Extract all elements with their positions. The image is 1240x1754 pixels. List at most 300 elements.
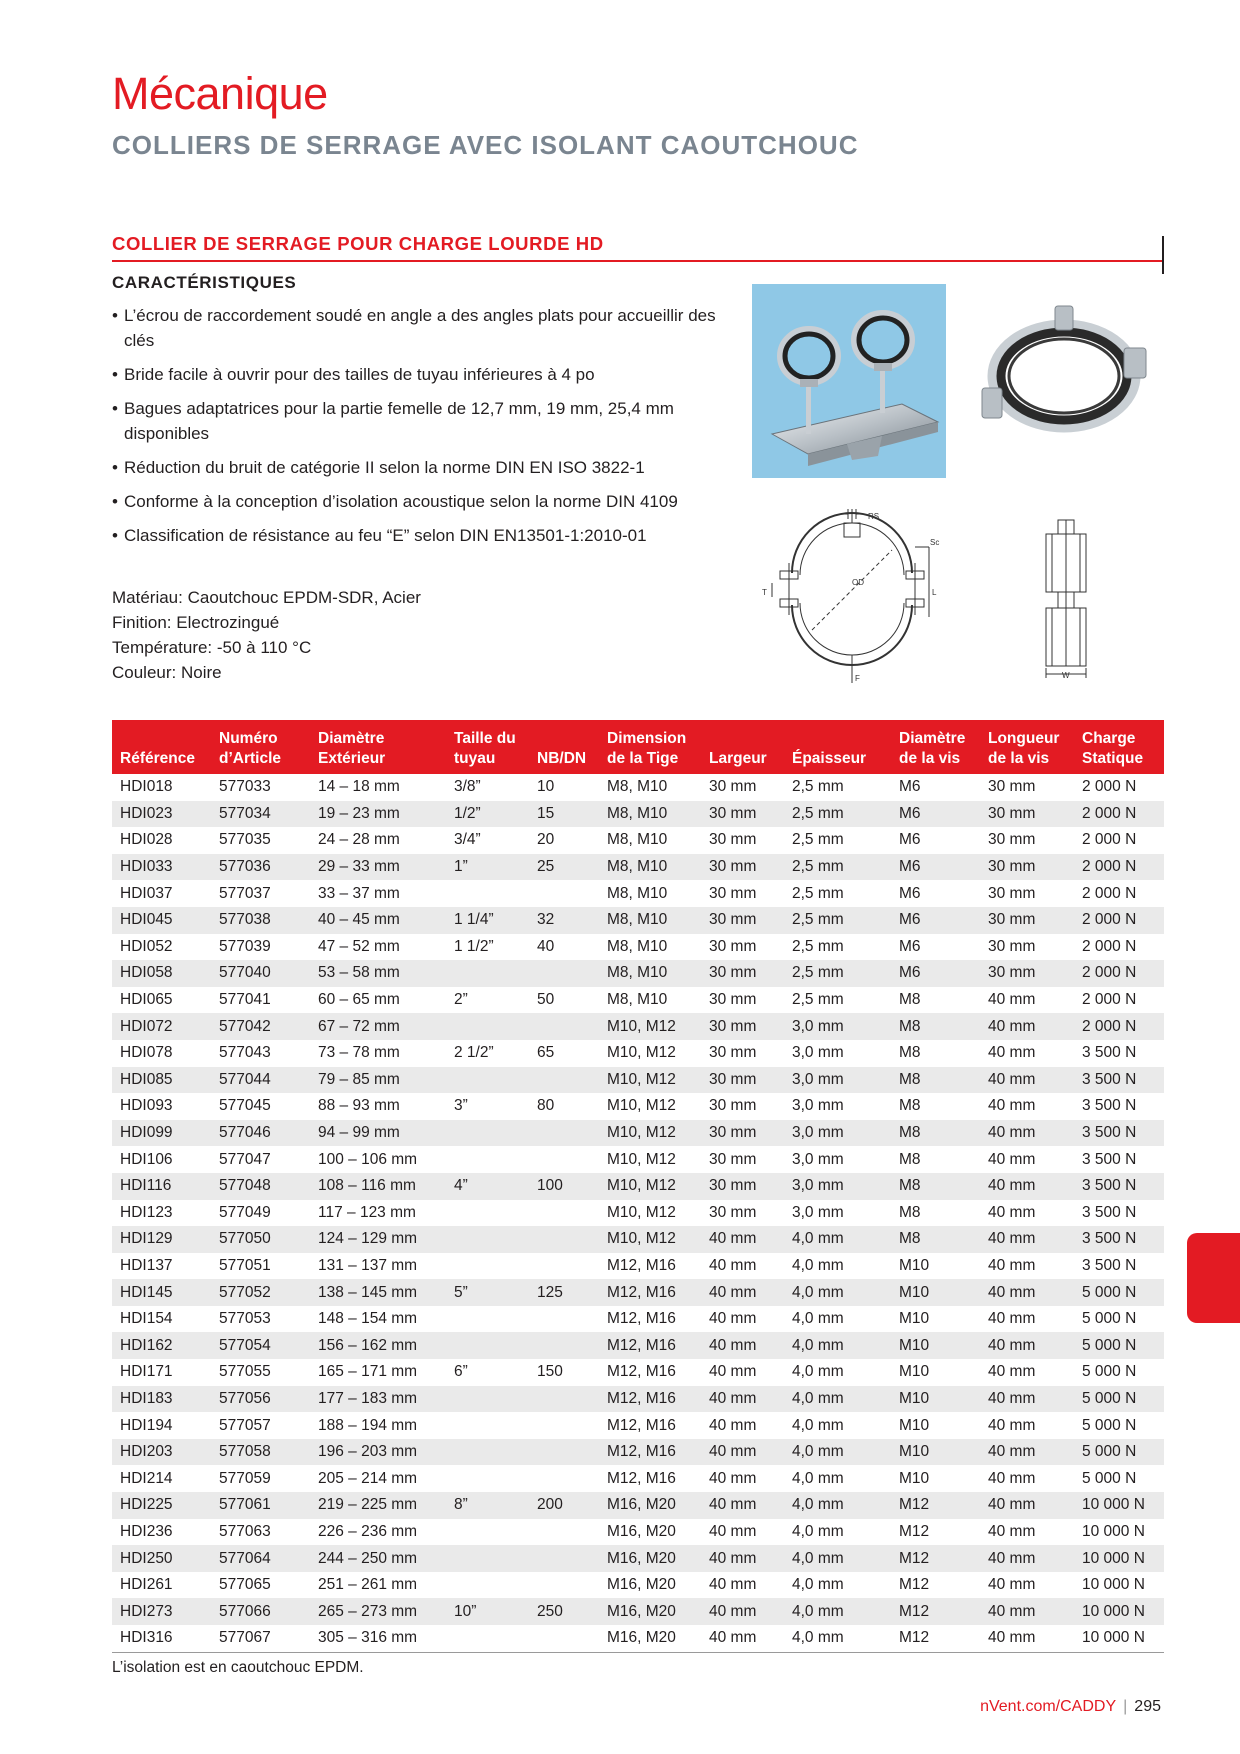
table-cell: M6 xyxy=(899,778,921,796)
table-cell xyxy=(529,1332,599,1359)
table-cell: 577038 xyxy=(211,907,310,934)
table-cell: 40 mm xyxy=(980,1332,1074,1359)
table-cell: HDI065 xyxy=(120,991,173,1009)
table-cell: M10 xyxy=(891,1439,980,1466)
table-cell: 4,0 mm xyxy=(792,1522,844,1540)
table-cell: M6 xyxy=(899,831,921,849)
table-cell: 40 mm xyxy=(988,1203,1036,1221)
table-cell: 40 mm xyxy=(709,1469,757,1487)
table-cell: 5 000 N xyxy=(1074,1279,1164,1306)
table-cell: M12, M16 xyxy=(599,1439,701,1466)
table-row xyxy=(112,1359,1164,1386)
column-header-line: de la Tige xyxy=(607,750,679,767)
column-header xyxy=(211,720,310,774)
table-cell: 150 xyxy=(537,1363,563,1381)
column-header-line: Extérieur xyxy=(318,750,386,767)
table-cell xyxy=(446,1332,529,1359)
table-cell: 67 – 72 mm xyxy=(310,1013,446,1040)
table-cell: 30 mm xyxy=(988,778,1036,796)
table-cell: M16, M20 xyxy=(607,1576,676,1594)
table-row xyxy=(112,1625,1164,1652)
table-cell: 2 000 N xyxy=(1074,801,1164,828)
table-row xyxy=(112,1226,1164,1253)
table-cell: 577057 xyxy=(219,1416,271,1434)
table-cell: 40 mm xyxy=(701,1545,784,1572)
table-cell: 40 mm xyxy=(701,1332,784,1359)
table-cell: M12, M16 xyxy=(607,1363,676,1381)
table-row xyxy=(112,1306,1164,1333)
table-cell: M12 xyxy=(899,1576,930,1594)
table-cell xyxy=(529,1572,599,1599)
feature-item: • L’écrou de raccordement soudé en angle a des angles plats pour accueillir des clés xyxy=(112,303,732,353)
table-cell: 10 000 N xyxy=(1074,1598,1164,1625)
product-photo-assembly xyxy=(752,284,946,478)
table-cell: 10 000 N xyxy=(1082,1522,1145,1540)
table-cell: 24 – 28 mm xyxy=(318,831,400,849)
table-cell: 40 mm xyxy=(701,1279,784,1306)
table-cell xyxy=(446,1545,529,1572)
table-cell: 40 mm xyxy=(980,1013,1074,1040)
table-cell: 30 mm xyxy=(709,937,757,955)
column-header-line: Diamètre xyxy=(899,730,966,747)
chapter-tab xyxy=(1187,1233,1240,1323)
table-cell: 8” xyxy=(446,1492,529,1519)
table-cell: M12 xyxy=(891,1545,980,1572)
feature-item: • Conforme à la conception d’isolation acoustique selon la norme DIN 4109 xyxy=(112,489,732,514)
table-cell: M12, M16 xyxy=(599,1386,701,1413)
table-cell: 6” xyxy=(454,1363,468,1381)
table-cell: 40 mm xyxy=(980,1439,1074,1466)
table-cell xyxy=(529,1439,599,1466)
table-cell: 577035 xyxy=(219,831,271,849)
table-cell: M12, M16 xyxy=(607,1469,676,1487)
table-cell: 94 – 99 mm xyxy=(310,1120,446,1147)
table-row xyxy=(112,1332,1164,1359)
table-cell: M8 xyxy=(891,1067,980,1094)
section-divider xyxy=(112,260,1164,262)
table-cell: HDI273 xyxy=(112,1598,211,1625)
table-cell: M10 xyxy=(899,1310,930,1328)
table-cell: 3,0 mm xyxy=(784,1120,891,1147)
table-cell: 30 mm xyxy=(988,884,1036,902)
table-row xyxy=(112,1120,1164,1147)
table-cell xyxy=(529,1146,599,1173)
table-cell: HDI085 xyxy=(112,1067,211,1094)
table-cell: M8 xyxy=(899,1150,921,1168)
column-header xyxy=(784,720,891,774)
table-cell: M10 xyxy=(891,1386,980,1413)
table-cell: 2,5 mm xyxy=(784,960,891,987)
table-cell: 219 – 225 mm xyxy=(310,1492,446,1519)
column-header-line: tuyau xyxy=(454,750,496,767)
table-row xyxy=(112,1173,1164,1200)
table-cell: 577054 xyxy=(211,1332,310,1359)
table-row xyxy=(112,1465,1164,1492)
table-cell: M16, M20 xyxy=(599,1598,701,1625)
column-header xyxy=(701,720,784,774)
table-row xyxy=(112,827,1164,854)
table-cell: M6 xyxy=(891,854,980,881)
table-cell: 125 xyxy=(529,1279,599,1306)
table-cell: 577034 xyxy=(211,801,310,828)
table-cell: 40 mm xyxy=(988,1044,1036,1062)
spec-material: Matériau: Caoutchouc EPDM-SDR, Acier xyxy=(112,588,421,607)
table-cell: 40 mm xyxy=(980,1386,1074,1413)
footer-url[interactable]: nVent.com/CADDY xyxy=(980,1698,1117,1715)
table-cell: M10 xyxy=(891,1279,980,1306)
table-cell: M12 xyxy=(899,1522,930,1540)
table-cell: HDI316 xyxy=(112,1625,211,1652)
table-cell: M8, M10 xyxy=(607,991,668,1009)
table-cell: 265 – 273 mm xyxy=(310,1598,446,1625)
table-cell: 30 mm xyxy=(701,1120,784,1147)
table-cell: 3/4” xyxy=(454,831,481,849)
table-cell: 40 mm xyxy=(980,1120,1074,1147)
table-cell xyxy=(446,1625,529,1652)
column-header xyxy=(1074,720,1164,774)
table-cell: 40 mm xyxy=(988,1256,1036,1274)
table-cell: 40 mm xyxy=(701,1598,784,1625)
table-cell xyxy=(446,1013,529,1040)
table-cell: 3 500 N xyxy=(1082,1150,1137,1168)
label-sc: Sc xyxy=(930,538,940,547)
table-cell xyxy=(529,1625,599,1652)
page-footer xyxy=(980,1698,1161,1716)
table-row xyxy=(112,960,1164,987)
table-cell: 10” xyxy=(446,1598,529,1625)
table-cell: 40 mm xyxy=(701,1226,784,1253)
table-cell: HDI023 xyxy=(112,801,211,828)
table-cell: M8, M10 xyxy=(607,884,668,902)
table-cell: 577044 xyxy=(211,1067,310,1094)
table-cell: M8, M10 xyxy=(607,831,668,849)
table-cell: HDI145 xyxy=(112,1279,211,1306)
table-cell: 577047 xyxy=(219,1150,271,1168)
table-cell xyxy=(446,1519,529,1546)
table-cell: 244 – 250 mm xyxy=(310,1545,446,1572)
table-cell: 30 mm xyxy=(709,1203,757,1221)
table-cell: 50 xyxy=(537,991,555,1009)
table-cell: M8 xyxy=(899,991,921,1009)
table-cell: 205 – 214 mm xyxy=(318,1469,418,1487)
table-cell: 4,0 mm xyxy=(792,1256,844,1274)
table-row xyxy=(112,1093,1164,1120)
table-cell: 577040 xyxy=(211,960,310,987)
table-cell: 4” xyxy=(446,1173,529,1200)
table-row xyxy=(112,774,1164,801)
table-cell: 5 000 N xyxy=(1082,1469,1137,1487)
table-cell: 4,0 mm xyxy=(792,1363,844,1381)
table-cell xyxy=(446,1386,529,1413)
table-cell: 40 mm xyxy=(980,1625,1074,1652)
table-cell: 4,0 mm xyxy=(784,1279,891,1306)
table-body xyxy=(112,774,1164,1652)
table-cell: M6 xyxy=(899,937,921,955)
table-cell: 577046 xyxy=(211,1120,310,1147)
material-specs xyxy=(112,585,421,685)
table-cell: 5” xyxy=(446,1279,529,1306)
column-header xyxy=(112,720,211,774)
table-cell: 30 mm xyxy=(709,1150,757,1168)
table-cell xyxy=(446,1200,529,1227)
table-cell: 79 – 85 mm xyxy=(310,1067,446,1094)
table-cell: HDI162 xyxy=(112,1332,211,1359)
table-cell: M12, M16 xyxy=(607,1256,676,1274)
table-row xyxy=(112,1279,1164,1306)
table-cell: 3 500 N xyxy=(1074,1173,1164,1200)
table-cell xyxy=(446,1067,529,1094)
table-cell: 2 000 N xyxy=(1082,937,1137,955)
table-cell: 5 000 N xyxy=(1082,1363,1137,1381)
table-cell: M10 xyxy=(899,1469,930,1487)
table-cell: 30 mm xyxy=(701,854,784,881)
table-cell xyxy=(529,1386,599,1413)
feature-item: • Bagues adaptatrices pour la partie femelle de 12,7 mm, 19 mm, 25,4 mm disponibles xyxy=(112,396,732,446)
table-cell: 188 – 194 mm xyxy=(318,1416,418,1434)
table-cell: 40 mm xyxy=(988,1522,1036,1540)
table-cell: M12 xyxy=(891,1492,980,1519)
table-cell: M8 xyxy=(899,1044,921,1062)
column-header-line: Statique xyxy=(1082,750,1144,767)
table-cell: 88 – 93 mm xyxy=(318,1097,400,1115)
table-cell: 3 500 N xyxy=(1082,1097,1137,1115)
table-cell: 40 mm xyxy=(709,1576,757,1594)
table-cell: 53 – 58 mm xyxy=(310,960,446,987)
table-cell: 117 – 123 mm xyxy=(318,1203,416,1221)
table-row xyxy=(112,1598,1164,1625)
table-cell: 577055 xyxy=(219,1363,271,1381)
table-cell xyxy=(529,960,599,987)
table-cell: 3,0 mm xyxy=(792,1044,844,1062)
table-cell: 10 xyxy=(537,778,555,796)
table-cell: M10, M12 xyxy=(607,1150,676,1168)
table-cell: 1” xyxy=(446,854,529,881)
page-number: 295 xyxy=(1134,1698,1161,1715)
table-cell: HDI171 xyxy=(120,1363,173,1381)
table-cell: 30 mm xyxy=(701,1067,784,1094)
table-cell: HDI203 xyxy=(112,1439,211,1466)
feature-item: • Bride facile à ouvrir pour des tailles de tuyau inférieures à 4 po xyxy=(112,362,732,387)
table-cell: HDI106 xyxy=(120,1150,173,1168)
table-cell: HDI236 xyxy=(120,1522,173,1540)
table-cell: 30 mm xyxy=(980,960,1074,987)
table-row xyxy=(112,1545,1164,1572)
column-header-line: de la vis xyxy=(899,750,961,767)
table-cell: 2,5 mm xyxy=(784,854,891,881)
table-cell: 40 mm xyxy=(988,1576,1036,1594)
table-cell: 40 mm xyxy=(701,1439,784,1466)
table-cell: 30 mm xyxy=(980,907,1074,934)
table-cell: 2,5 mm xyxy=(792,831,844,849)
table-cell: M8, M10 xyxy=(607,778,668,796)
table-cell: 577037 xyxy=(219,884,271,902)
table-cell: 200 xyxy=(529,1492,599,1519)
column-header-line: Référence xyxy=(120,750,195,767)
table-cell: 40 mm xyxy=(988,1150,1036,1168)
table-cell: 4,0 mm xyxy=(792,1469,844,1487)
table-cell xyxy=(529,1013,599,1040)
table-cell: M10, M12 xyxy=(599,1173,701,1200)
column-header xyxy=(310,720,446,774)
table-cell: 2 000 N xyxy=(1082,831,1137,849)
table-header-row xyxy=(112,720,1164,774)
table-cell: 5 000 N xyxy=(1074,1439,1164,1466)
table-cell: 40 mm xyxy=(709,1256,757,1274)
table-cell: 100 xyxy=(529,1173,599,1200)
spec-color: Couleur: Noire xyxy=(112,663,222,682)
table-cell: M8 xyxy=(899,1097,921,1115)
table-cell: 577059 xyxy=(219,1469,271,1487)
table-cell xyxy=(529,1545,599,1572)
table-cell: HDI250 xyxy=(112,1545,211,1572)
table-cell: 577061 xyxy=(211,1492,310,1519)
table-cell: M8 xyxy=(891,1173,980,1200)
product-photo-clamp xyxy=(972,298,1162,438)
table-cell: 30 mm xyxy=(701,960,784,987)
table-row xyxy=(112,987,1164,1014)
table-cell: 108 – 116 mm xyxy=(310,1173,446,1200)
table-cell: HDI123 xyxy=(120,1203,173,1221)
table-cell: 30 mm xyxy=(980,854,1074,881)
table-cell: 10 000 N xyxy=(1074,1625,1164,1652)
table-cell: 40 mm xyxy=(701,1386,784,1413)
table-row xyxy=(112,1146,1164,1173)
spec-temperature: Température: -50 à 110 °C xyxy=(112,638,312,657)
table-cell: 40 mm xyxy=(980,1226,1074,1253)
table-row xyxy=(112,1439,1164,1466)
page-title: Mécanique xyxy=(112,68,328,119)
table-cell: 1/2” xyxy=(446,801,529,828)
table-cell: 577049 xyxy=(219,1203,271,1221)
table-cell: M16, M20 xyxy=(599,1545,701,1572)
table-cell: 40 mm xyxy=(980,1173,1074,1200)
table-cell xyxy=(446,1439,529,1466)
table-cell: 577043 xyxy=(219,1044,271,1062)
table-row xyxy=(112,801,1164,828)
table-cell: 40 mm xyxy=(980,1067,1074,1094)
column-header-line: Dimension xyxy=(607,730,687,747)
table-cell: M10 xyxy=(891,1332,980,1359)
table-cell: 3,0 mm xyxy=(784,1173,891,1200)
table-cell: 10 000 N xyxy=(1074,1492,1164,1519)
features-list xyxy=(112,303,732,557)
table-cell: 40 mm xyxy=(701,1492,784,1519)
table-cell: M8, M10 xyxy=(599,907,701,934)
table-cell: 3,0 mm xyxy=(784,1067,891,1094)
table-cell: 4,0 mm xyxy=(784,1439,891,1466)
table-cell: 577056 xyxy=(211,1386,310,1413)
table-cell: M6 xyxy=(891,960,980,987)
table-cell: 2 1/2” xyxy=(454,1044,494,1062)
table-cell: 3,0 mm xyxy=(792,1150,844,1168)
table-cell: HDI261 xyxy=(120,1576,173,1594)
table-cell: 10 000 N xyxy=(1082,1576,1145,1594)
table-row xyxy=(112,1492,1164,1519)
table-cell: 165 – 171 mm xyxy=(318,1363,418,1381)
table-cell: M6 xyxy=(899,884,921,902)
table-cell: HDI225 xyxy=(112,1492,211,1519)
table-cell: M8, M10 xyxy=(599,960,701,987)
page-subtitle: COLLIERS DE SERRAGE AVEC ISOLANT CAOUTCHOUC xyxy=(112,130,859,160)
table-cell: HDI194 xyxy=(120,1416,173,1434)
label-t: T xyxy=(762,588,767,597)
table-cell: 2 000 N xyxy=(1082,991,1137,1009)
table-row xyxy=(112,1572,1164,1599)
column-header xyxy=(446,720,529,774)
table-cell: 47 – 52 mm xyxy=(318,937,400,955)
table-cell: M10 xyxy=(899,1363,930,1381)
table-cell: HDI078 xyxy=(120,1044,173,1062)
column-header xyxy=(980,720,1074,774)
table-cell: 577051 xyxy=(219,1256,271,1274)
table-cell: 577041 xyxy=(219,991,271,1009)
table-cell: M8, M10 xyxy=(599,854,701,881)
section-title: COLLIER DE SERRAGE POUR CHARGE LOURDE HD xyxy=(112,233,604,254)
table-cell: M16, M20 xyxy=(599,1492,701,1519)
table-cell: M10, M12 xyxy=(607,1044,676,1062)
table-cell: 3,0 mm xyxy=(792,1203,844,1221)
table-cell: 1 1/4” xyxy=(446,907,529,934)
table-cell: 30 mm xyxy=(701,801,784,828)
table-cell: 32 xyxy=(529,907,599,934)
table-cell: 577053 xyxy=(219,1310,271,1328)
table-cell xyxy=(529,1120,599,1147)
table-cell xyxy=(529,1519,599,1546)
table-cell xyxy=(529,1200,599,1227)
table-cell: M16, M20 xyxy=(599,1625,701,1652)
table-cell: 577036 xyxy=(211,854,310,881)
table-cell: HDI099 xyxy=(112,1120,211,1147)
table-cell: 14 – 18 mm xyxy=(318,778,400,796)
table-cell: HDI154 xyxy=(120,1310,173,1328)
table-cell: M10 xyxy=(899,1256,930,1274)
table-cell: M8, M10 xyxy=(599,801,701,828)
table-cell: 577033 xyxy=(219,778,271,796)
table-cell xyxy=(529,1067,599,1094)
table-cell xyxy=(446,1306,529,1333)
table-cell: 40 xyxy=(537,937,555,955)
table-cell: 177 – 183 mm xyxy=(310,1386,446,1413)
table-cell: 65 xyxy=(537,1044,555,1062)
table-cell: HDI072 xyxy=(112,1013,211,1040)
table-row xyxy=(112,854,1164,881)
table-cell: 4,0 mm xyxy=(792,1576,844,1594)
table-cell: 40 mm xyxy=(988,1363,1036,1381)
table-cell: 2,5 mm xyxy=(792,778,844,796)
table-cell: 4,0 mm xyxy=(792,1310,844,1328)
table-cell: 3 500 N xyxy=(1082,1044,1137,1062)
table-cell: 4,0 mm xyxy=(784,1598,891,1625)
table-cell: 10 000 N xyxy=(1074,1545,1164,1572)
table-cell: 30 mm xyxy=(709,831,757,849)
table-cell: M10 xyxy=(899,1416,930,1434)
table-cell: 2 000 N xyxy=(1074,1013,1164,1040)
table-cell: 2,5 mm xyxy=(784,801,891,828)
table-cell: 30 mm xyxy=(709,1044,757,1062)
table-cell: 577063 xyxy=(219,1522,271,1540)
table-cell: HDI058 xyxy=(112,960,211,987)
label-w: W xyxy=(1062,671,1070,680)
table-cell: 40 mm xyxy=(709,1522,757,1540)
table-cell: 4,0 mm xyxy=(784,1492,891,1519)
table-cell: 3/8” xyxy=(454,778,481,796)
table-cell: 40 mm xyxy=(980,1492,1074,1519)
table-cell: 30 mm xyxy=(701,907,784,934)
table-cell xyxy=(529,1306,599,1333)
table-row xyxy=(112,907,1164,934)
column-header-line: Largeur xyxy=(709,750,767,767)
table-cell: 30 mm xyxy=(701,1173,784,1200)
